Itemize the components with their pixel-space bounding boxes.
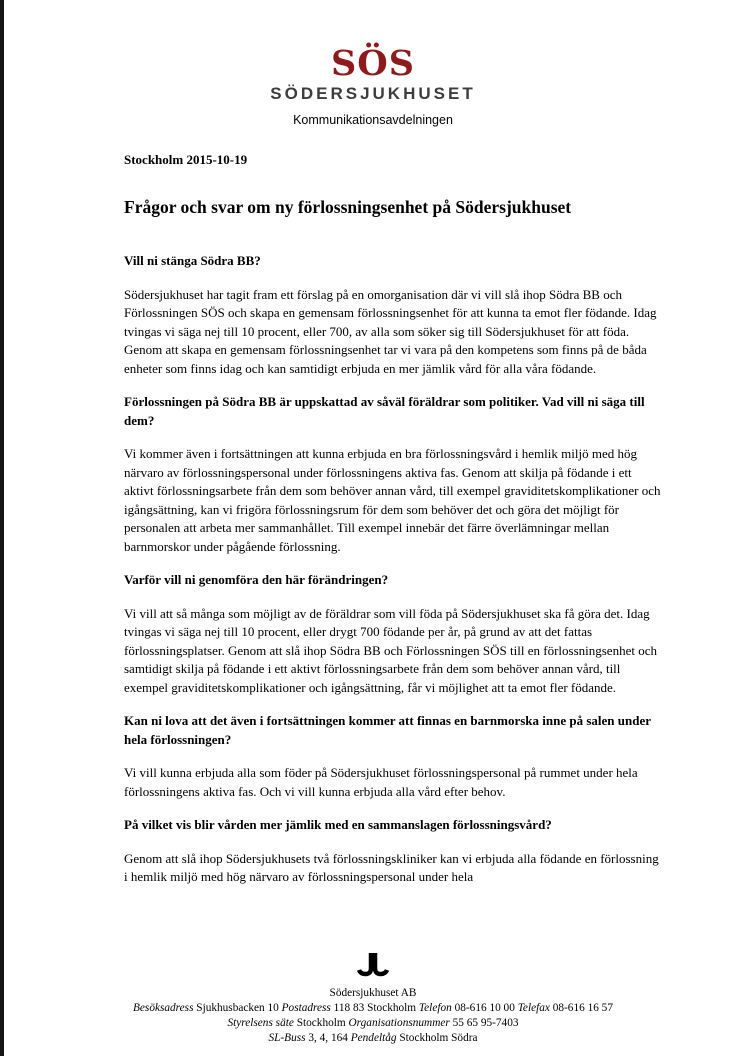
document-footer xyxy=(0,952,746,1046)
answer-paragraph: Vi vill kunna erbjuda alla som föder på Södersjukhuset förlossningspersonal på rummet under hela förlossningens aktiva fas. Och vi vill kunna erbjuda alla vård efter behov. xyxy=(124,765,638,799)
sos-logo-icon: SÖS xyxy=(330,43,416,84)
footer-label: Pendeltåg xyxy=(350,1032,397,1044)
answer-paragraph: Södersjukhuset har tagit fram ett förslag på en omorganisation där vi vill slå ihop Södra BB och Förlossningen SÖS och skapa en gemensam förlossningsenhet för att kunna ta emot fler födande. Idag tvingas vi säga nej till 10 procent, eller 700, av alla som söker sig till Södersjukhuset för att föda. Genom att skapa en gemensam förlossningsenhet tar vi vara på den kompetens som finns på de båda enheter som finns idag och kan samtidigt erbjuda en mer jämlik vård för alla våra födande. xyxy=(124,286,657,376)
footer-label: Telefax xyxy=(517,1002,550,1014)
question-heading: Förlossningen på Södra BB är uppskattad av såväl föräldrar som politiker. Vad vill ni säga till dem? xyxy=(124,394,645,428)
footer-address-line xyxy=(0,1001,746,1016)
footer-transit-line xyxy=(0,1031,746,1046)
footer-value: 08-616 16 57 xyxy=(552,1002,613,1014)
footer-label: Organisationsnummer xyxy=(348,1017,450,1029)
footer-value: Stockholm Södra xyxy=(399,1032,478,1044)
document-body xyxy=(0,127,746,887)
footer-value: 118 83 Stockholm xyxy=(333,1002,417,1014)
footer-label: Postadress xyxy=(281,1002,331,1014)
answer-paragraph: Vi vill att så många som möjligt av de föräldrar som vill föda på Södersjukhuset ska få göra det. Idag tvingas vi säga nej till 10 procent, eller drygt 700 födande per år, på grund av att det fattas förlossningsplatser. Genom att slå ihop Södra BB och Förlossningen SÖS till en förlossningsenhet och samtidigt skilja på födande i ett aktivt förlossningsarbete från dem som behöver annan vård, till exempel graviditetskomplikationer och igångsättning, får vi möjlighet att ta emot fler födande. xyxy=(124,605,657,695)
question-heading: Varför vill ni genomföra den här förändringen? xyxy=(124,572,389,588)
question-heading: Vill ni stänga Södra BB? xyxy=(124,253,261,269)
footer-label: Styrelsens säte xyxy=(227,1017,294,1029)
footer-value: 3, 4, 164 xyxy=(308,1032,348,1044)
footer-registration-line xyxy=(0,1016,746,1031)
county-council-logo-icon xyxy=(356,952,390,983)
company-name: Södersjukhuset AB xyxy=(329,987,417,999)
qa-item xyxy=(124,571,662,697)
page-title: Frågor och svar om ny förlossningsenhet på Södersjukhuset xyxy=(124,196,572,217)
qa-item xyxy=(124,393,662,556)
qa-item xyxy=(124,252,662,378)
footer-label: Besöksadress xyxy=(133,1002,194,1014)
answer-paragraph: Genom att slå ihop Södersjukhusets två förlossningskliniker kan vi erbjuda alla födande en förlossning i hemlik miljö med hög närvaro av förlossningspersonal under hela xyxy=(124,850,659,885)
qa-item xyxy=(124,712,662,801)
footer-value: 08-616 10 00 xyxy=(454,1002,515,1014)
footer-label: SL-Buss xyxy=(268,1032,306,1044)
document-header xyxy=(0,0,746,127)
qa-item xyxy=(124,816,662,887)
brand-name: SÖDERSJUKHUSET xyxy=(270,84,476,103)
footer-label: Telefon xyxy=(418,1002,452,1014)
footer-value: Sjukhusbacken 10 xyxy=(196,1002,279,1014)
department-name: Kommunikationsavdelningen xyxy=(293,113,453,127)
question-heading: På vilket vis blir vården mer jämlik med en sammanslagen förlossningsvård? xyxy=(124,817,552,833)
question-heading: Kan ni lova att det även i fortsättningen kommer att finnas en barnmorska inne på salen under hela förlossningen? xyxy=(124,713,651,747)
scan-edge-bar xyxy=(0,0,4,1056)
answer-paragraph: Vi kommer även i fortsättningen att kunna erbjuda en bra förlossningsvård i hemlik miljö med hög närvaro av förlossningspersonal under förlossningens aktiva fas. Genom att skilja på födande i ett aktivt förlossningsarbete från dem som behöver annan vård, till exempel graviditetskomplikationer och igångsättning, kan vi frigöra förlossningsrum för dem som behöver det och göra det möjligt för personalen att arbeta mer sammanhållet. Till exempel innebär det färre överlämningar mellan barnmorskor under pågående förlossning. xyxy=(124,446,661,554)
footer-value: Stockholm xyxy=(296,1017,346,1029)
footer-value: 55 65 95-7403 xyxy=(452,1017,519,1029)
dateline: Stockholm 2015-10-19 xyxy=(124,152,248,167)
